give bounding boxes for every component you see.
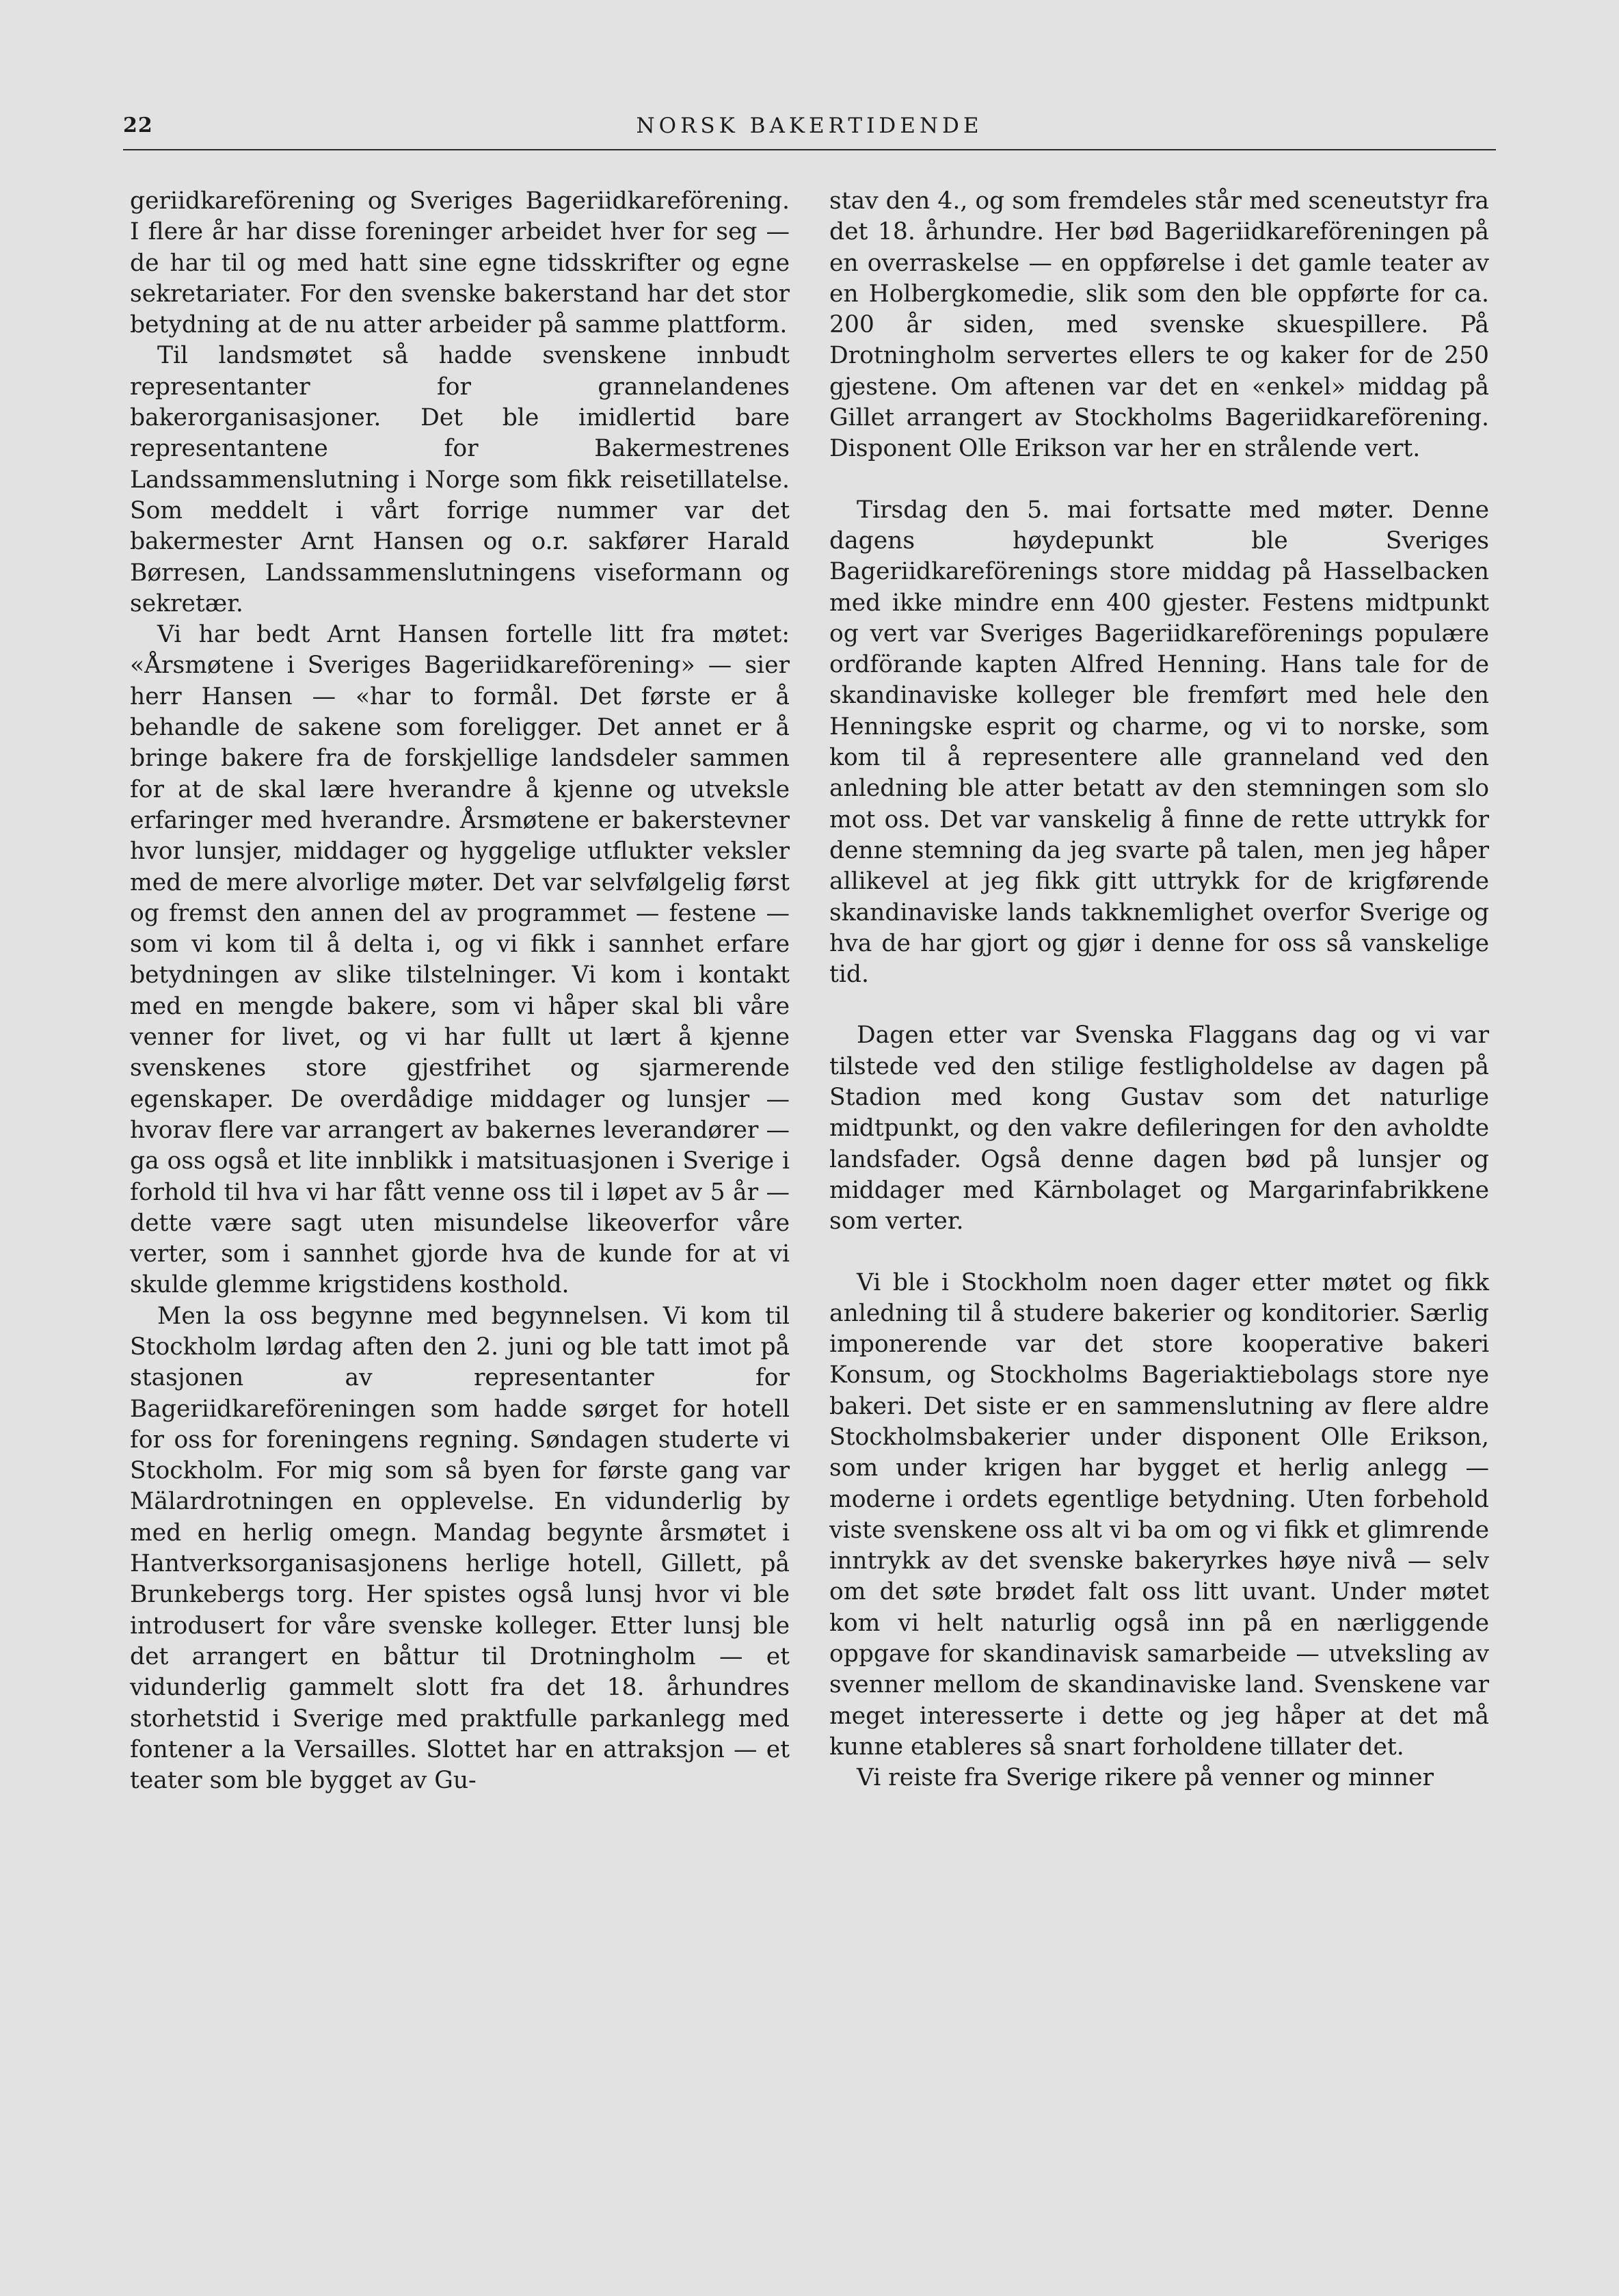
paragraph: stav den 4., og som fremdeles står med sceneutstyr fra det 18. århundre. Her bød Bageriidkareföreningen på en overraskelse — en oppførelse i det gamle teater av en Holbergkomedie, slik som den ble oppførte for ca. 200 år siden, med svenske skuespillere. På Drotningholm servertes ellers te og kaker for de 250 gjestene. Om aftenen var det en «enkel» middag på Gillet arrangert av Stockholms Bageriidkareförening. Disponent Olle Erikson var her en strålende vert.: [829, 187, 1489, 463]
paragraph: Vi ble i Stockholm noen dager etter møtet og fikk anledning til å studere bakerier og konditorier. Særlig imponerende var det store kooperative bakeri Konsum, og Stockholms Bageriaktiebolags store nye bakeri. Det siste er en sammenslutning av flere aldre Stockholmsbakerier under disponent Olle Erikson, som under krigen har bygget et herlig anlegg — moderne i ordets egentlige betydning. Uten forbehold viste svenskene oss alt vi ba om og vi fikk et glimrende inntrykk av det svenske bakeryrkes høye nivå — selv om det søte brødet falt oss litt uvant. Under møtet kom vi helt naturlig også inn på en nærliggende oppgave for skandinavisk samarbeide — utveksling av svenner mellom de skandinaviske land. Svenskene var meget interesserte i dette og jeg håper at det må kunne etableres så snart forholdene tillater det.: [829, 1268, 1489, 1761]
paragraph: Men la oss begynne med begynnelsen. Vi kom til Stockholm lørdag aften den 2. juni og ble tatt imot på stasjonen av representanter for Bageriidkareföreningen som hadde sørget for hotell for oss for foreningens regning. Søndagen studerte vi Stockholm. For mig som så byen for første gang var Mälardrotningen en opplevelse. En vidunderlig by med en herlig omegn. Mandag begynte årsmøtet i Hantverksorganisasjonens herlige hotell, Gillett, på Brunkebergs torg. Her spistes også lunsj hvor vi ble introdusert for våre svenske kolleger. Etter lunsj ble det arrangert en båttur til Drotningholm — et vidunderlig gammelt slott fra det 18. århundres storhetstid i Sverige med praktfulle parkanlegg med fontener a la Versailles. Slottet har en attraksjon — et teater som ble bygget av Gu-: [130, 1302, 790, 1795]
header-rule: [123, 149, 1496, 150]
paragraph: Vi har bedt Arnt Hansen fortelle litt fra møtet: «Årsmøtene i Sveriges Bageriidkareförening» — sier herr Hansen — «har to formål. Det første er å behandle de sakene som foreligger. Det annet er å bringe bakere fra de forskjellige landsdeler sammen for at de skal lære hverandre å kjenne og utveksle erfaringer med hverandre. Årsmøtene er bakerstevner hvor lunsjer, middager og hyggelige utflukter veksler med de mere alvorlige møter. Det var selvfølgelig først og fremst den annen del av programmet — festene — som vi kom til å delta i, og vi fikk i sannhet erfare betydningen av slike tilstelninger. Vi kom i kontakt med en mengde bakere, som vi håper skal bli våre venner for livet, og vi har fullt ut lært å kjenne svenskenes store gjestfrihet og sjarmerende egenskaper. De overdådige middager og lunsjer — hvorav flere var arrangert av bakernes leverandører — ga oss også et lite innblikk i matsituasjonen i Sverige i forhold til hva vi har fått venne oss til i løpet av 5 år — dette være sagt uten misundelse likeoverfor våre verter, som i sannhet gjorde hva de kunde for at vi skulde glemme krigstidens kosthold.: [130, 621, 790, 1299]
right-column: [829, 186, 1489, 1794]
paragraph: Dagen etter var Svenska Flaggans dag og vi var tilstede ved den stilige festligholdelse av dagen på Stadion med kong Gustav som det naturlige midtpunkt, og den vakre defileringen for den avholdte landsfader. Også denne dagen bød på lunsjer og middager med Kärnbolaget og Margarinfabrikkene som verter.: [829, 1022, 1489, 1236]
left-column: [130, 186, 790, 1796]
page-number: 22: [123, 114, 153, 137]
paragraph: Vi reiste fra Sverige rikere på venner og minner: [857, 1764, 1434, 1792]
paragraph: Tirsdag den 5. mai fortsatte med møter. Denne dagens høydepunkt ble Sveriges Bageriidkareförenings store middag på Hasselbacken med ikke mindre enn 400 gjester. Festens midtpunkt og vert var Sveriges Bageriidkareförenings populære ordförande kapten Alfred Henning. Hans tale for de skandinaviske kolleger ble fremført med hele den Henningske esprit og charme, og vi to norske, som kom til å representere alle granneland ved den anledning ble atter betatt av den stemningen som slo mot oss. Det var vanskelig å finne de rette uttrykk for denne stemning da jeg svarte på talen, men jeg håper allikevel at jeg fikk gitt uttrykk for de krigførende skandinaviske lands takknemlighet overfor Sverige og hva de har gjort og gjør i denne for oss så vanskelige tid.: [829, 496, 1489, 989]
paragraph: Til landsmøtet så hadde svenskene innbudt representanter for grannelandenes bakerorganisasjoner. Det ble imidlertid bare representantene for Bakermestrenes Landssammenslutning i Norge som fikk reisetillatelse. Som meddelt i vårt forrige nummer var det bakermester Arnt Hansen og o.r. sakfører Harald Børresen, Landssammenslutningens viseformann og sekretær.: [130, 342, 790, 617]
journal-title: NORSK BAKERTIDENDE: [636, 114, 983, 138]
paragraph: geriidkareförening og Sveriges Bageriidkareförening. I flere år har disse foreninger arbeidet hver for seg — de har til og med hatt sine egne tidsskrifter og egne sekretariater. For den svenske bakerstand har det stor betydning at de nu atter arbeider på samme plattform.: [130, 187, 790, 339]
page-header: [123, 114, 1496, 144]
